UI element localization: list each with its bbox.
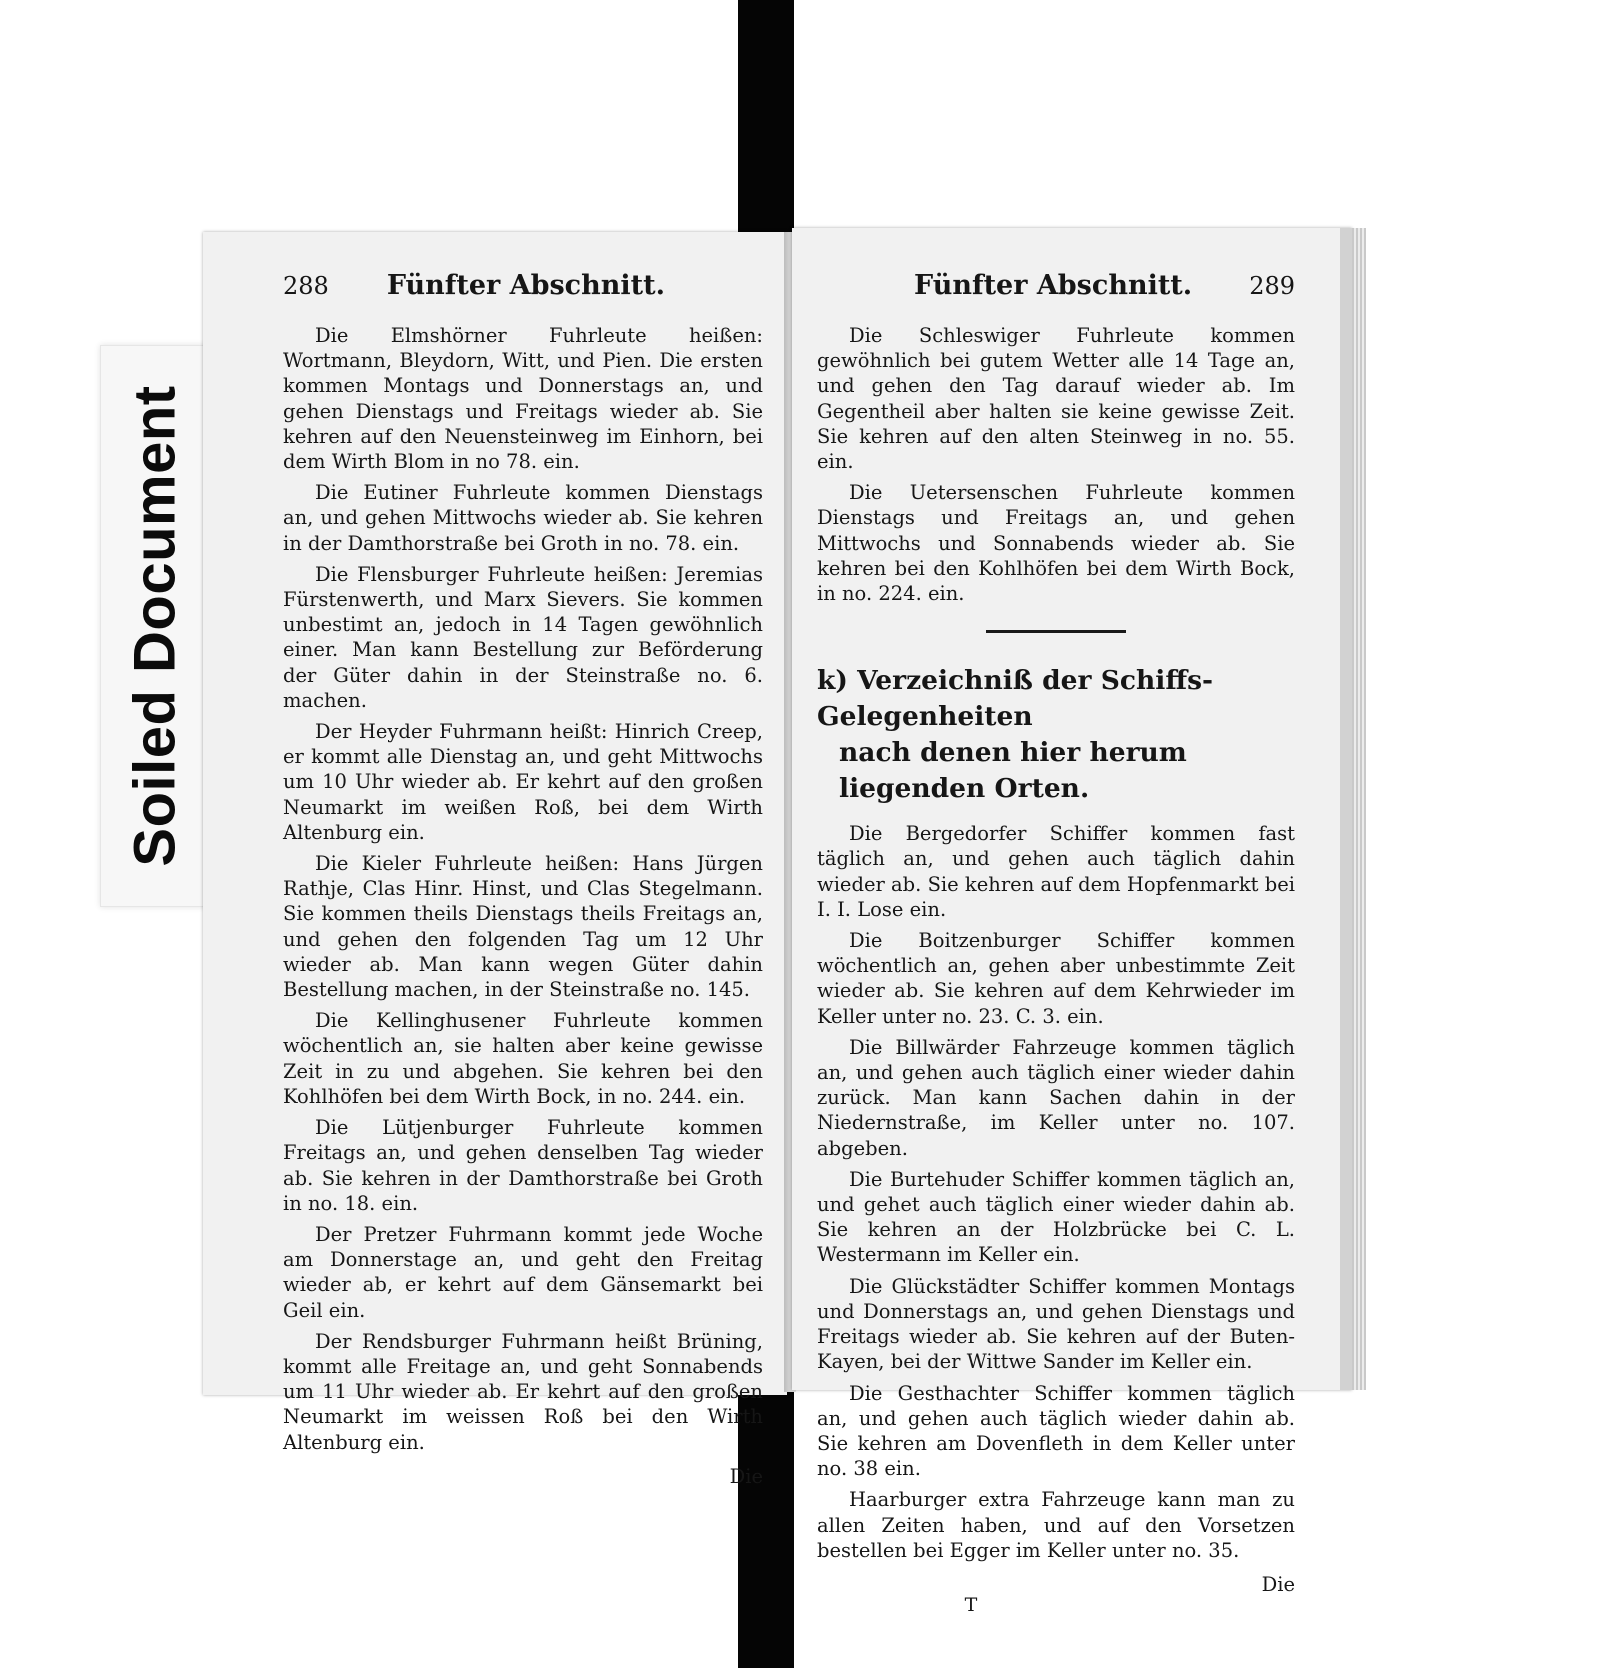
paragraph: Die Kellinghusener Fuhrleute kommen wöchentlich an, sie halten aber keine gewisse Zeit in zu und abgehen. Sie kehren bei den Kohlhöfen bei dem Wirth Bock, in no. 244. ein. xyxy=(283,1009,763,1108)
paragraph: Die Kieler Fuhrleute heißen: Hans Jürgen Rathje, Clas Hinr. Hinst, und Clas Stegelmann. Sie kommen theils Dienstags theils Freitags an, und gehen den folgenden Tag um 12 Uhr wieder ab. Man kann wegen Güter dahin Bestellung machen, in der Steinstraße no. 145. xyxy=(283,852,763,1002)
paragraph: Haarburger extra Fahrzeuge kann man zu allen Zeiten haben, und auf den Vorsetzen bestellen bei Egger im Keller unter no. 35. xyxy=(817,1488,1295,1562)
paragraph: Die Lütjenburger Fuhrleute kommen Freitags an, und gehen denselben Tag wieder ab. Sie kehren in der Damthorstraße bei Groth in no. 18. ein. xyxy=(283,1116,763,1215)
page-edges xyxy=(1352,228,1366,1390)
left-page xyxy=(203,232,787,1488)
page-number: 288 xyxy=(283,272,329,300)
chapter-title: Fünfter Abschnitt. xyxy=(914,270,1193,301)
section-divider xyxy=(986,630,1126,633)
paragraph: Die Burtehuder Schiffer kommen täglich an, und gehet auch täglich einer wieder dahin ab. Sie kehren an der Holzbrücke bei C. L. Westermann im Keller ein. xyxy=(817,1167,1295,1267)
paragraph: Der Heyder Fuhrmann heißt: Hinrich Creep, er kommt alle Dienstag an, und geht Mittwochs um 10 Uhr wieder ab. Er kehrt auf den großen Neumarkt im weißen Roß, bei dem Wirth Altenburg ein. xyxy=(283,720,763,844)
section-heading xyxy=(817,663,1295,807)
chapter-title: Fünfter Abschnitt. xyxy=(386,270,665,301)
paragraph: Der Pretzer Fuhrmann kommt jede Woche am Donnerstage an, und geht den Freitag wieder ab, er kehrt auf dem Gänsemarkt bei Geil ein. xyxy=(283,1222,763,1322)
catchword: Die xyxy=(1261,1572,1295,1596)
paragraph: Die Elmshörner Fuhrleute heißen: Wortmann, Bleydorn, Witt, und Pien. Die ersten kommen Montags und Donnerstags an, und gehen Dienstags und Freitags wieder ab. Sie kehren auf den Neuensteinweg im Einhorn, bei dem Wirth Blom in no 78. ein. xyxy=(283,324,763,474)
paragraph: Die Bergedorfer Schiffer kommen fast täglich an, und gehen auch täglich dahin wieder ab. Sie kehren auf dem Hopfenmarkt bei I. I. Lose ein. xyxy=(817,822,1295,921)
paragraph: Die Flensburger Fuhrleute heißen: Jeremias Fürstenwerth, und Marx Sievers. Sie kommen unbestimt an, jedoch in 14 Tagen gewöhnlich einer. Man kann Bestellung zur Beförderung der Güter dahin in der Steinstraße no. 6. machen. xyxy=(283,562,763,712)
paragraph: Die Billwärder Fahrzeuge kommen täglich an, und gehen auch täglich einer wieder dahin zurück. Man kann Sachen dahin in der Niedernstraße, im Keller unter no. 107. abgeben. xyxy=(817,1035,1295,1160)
right-page xyxy=(792,228,1352,1616)
signature-mark: T xyxy=(964,1593,978,1616)
paragraph: Die Boitzenburger Schiffer kommen wöchentlich an, gehen aber unbestimmte Zeit wieder ab. Sie kehren auf dem Kehrwieder im Keller unter no. 23. C. 3. ein. xyxy=(817,929,1295,1028)
right-running-head xyxy=(817,270,1295,301)
catchword: Die xyxy=(729,1464,763,1488)
binding-strip-top xyxy=(738,0,794,240)
left-running-head xyxy=(283,270,763,301)
soiled-document-label xyxy=(100,345,210,907)
paragraph: Der Rendsburger Fuhrmann heißt Brüning, kommt alle Freitage an, und geht Sonnabends um 11 Uhr wieder ab. Er kehrt auf den großen Neumarkt im weissen Roß bei den Wirth Altenburg ein. xyxy=(283,1329,763,1454)
paragraph: Die Schleswiger Fuhrleute kommen gewöhnlich bei gutem Wetter alle 14 Tage an, und gehen den Tag darauf wieder ab. Im Gegentheil aber halten sie keine gewisse Zeit. Sie kehren auf den alten Steinweg in no. 55. ein. xyxy=(817,324,1295,474)
paragraph: Die Gesthachter Schiffer kommen täglich an, und gehen auch täglich wieder dahin ab. Sie kehren am Dovenfleth in dem Keller unter no. 38 ein. xyxy=(817,1381,1295,1481)
section-heading-line1: k) Verzeichniß der Schiffs-Gelegenheiten xyxy=(817,665,1213,733)
label-text: Soiled Document xyxy=(122,385,188,867)
section-heading-line2: nach denen hier herum liegenden Orten. xyxy=(839,737,1187,805)
paragraph: Die Eutiner Fuhrleute kommen Dienstags an, und gehen Mittwochs wieder ab. Sie kehren in der Damthorstraße bei Groth in no. 78. ein. xyxy=(283,481,763,555)
paragraph: Die Glückstädter Schiffer kommen Montags und Donnerstags an, und gehen Dienstags und Freitags wieder ab. Sie kehren auf der Buten-Kayen, bei der Wittwe Sander im Keller ein. xyxy=(817,1274,1295,1374)
page-number: 289 xyxy=(1249,272,1295,300)
paragraph: Die Uetersenschen Fuhrleute kommen Dienstags und Freitags an, und gehen Mittwochs und Sonnabends wieder ab. Sie kehren bei den Kohlhöfen bei dem Wirth Bock, in no. 224. ein. xyxy=(817,481,1295,606)
